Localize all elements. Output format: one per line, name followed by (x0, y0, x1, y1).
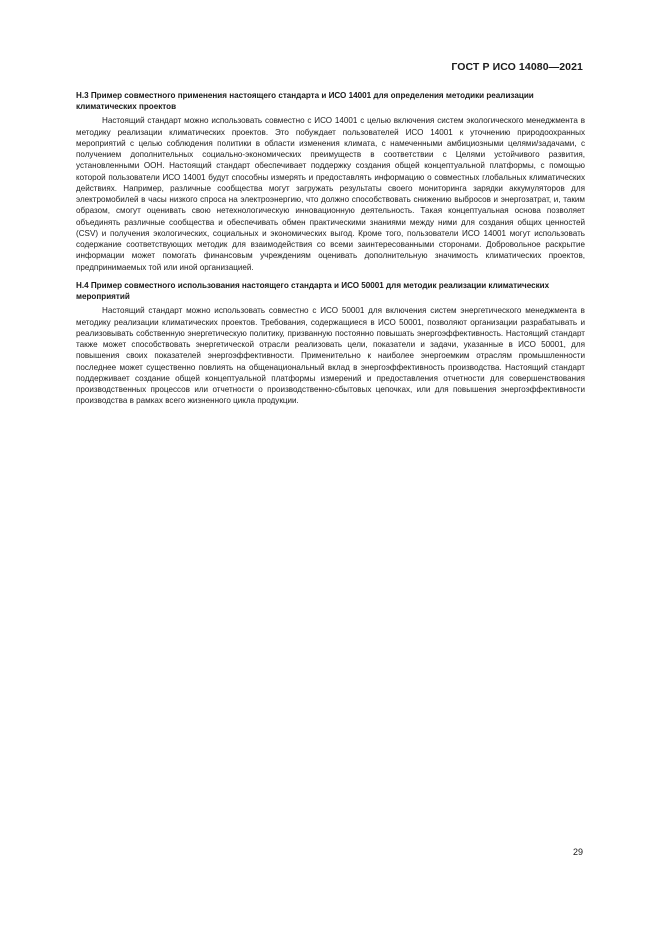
section-heading: Н.4 Пример совместного использования настоящего стандарта и ИСО 50001 для методик реализации климатических мероприятий (76, 280, 550, 302)
document-standard-code: ГОСТ Р ИСО 14080—2021 (451, 61, 583, 73)
section-paragraph: Настоящий стандарт можно использовать совместно с ИСО 14001 с целью включения систем экологического менеджмента в методику реализации климатических проектов. Это побуждает пользователей ИСО 14001 к уточнению природоохранных мероприятий с целью соблюдения политики в области изменения климата, с намеченными амбициозными целями/задачами, с получением дополнительных социально-экономических преимуществ в соответствии с Целями устойчивого развития, установленными ООН. Настоящий стандарт обеспечивает поддержку создания общей концептуальной платформы, с помощью которой пользователи ИСО 14001 будут способны измерять и предоставлять информацию о совместных глобальных климатических действиях. Например, различные сообщества могут загружать результаты своего мониторинга зарядки аккумуляторов для электромобилей в часы низкого спроса на электроэнергию, что должно способствовать снижению выбросов и энергозатрат, и, таким образом, смогут оценивать свою нетехнологическую инновационную деятельность. Такая концептуальная основа позволяет объединять различные сообщества и обеспечивать обмен практическими знаниями между ними для создания общих ценностей (CSV) и получения экологических, социальных и экономических выгод. Кроме того, пользователи ИСО 14001 могут использовать содержание соответствующих методик для взаимодействия со всеми заинтересованными сторонами. Добровольное раскрытие информации может помогать финансовым учреждениям оценивать дополнительную значимость климатических проектов, предпринимаемых той или иной организацией. (76, 116, 585, 272)
section-h4 (76, 280, 585, 407)
document-body (76, 90, 585, 414)
section-h3 (76, 90, 585, 273)
section-paragraph: Настоящий стандарт можно использовать совместно с ИСО 50001 для включения систем энергетического менеджмента в методику реализации климатических проектов. Требования, содержащиеся в ИСО 50001, позволяют организации разрабатывать и реализовывать собственную энергетическую политику, призванную постоянно повышать энергоэффективность. Настоящий стандарт также может способствовать энергетической отрасли реализовать цели, показатели и задачи, указанные в ИСО 50001, для повышения своих показателей энергоэффективности. Применительно к наиболее энергоемким отраслям промышленности последнее может существенно повлиять на общенациональный вклад в энергоэффективность производства. Настоящий стандарт поддерживает создание общей концептуальной платформы измерений и предоставления отчетности для совершенствования производственных процессов или отчетности о производственно-сбытовых цепочках, или для повышения энергоэффективности производства в рамках всего жизненного цикла продукции. (76, 306, 585, 406)
page-number: 29 (572, 847, 583, 857)
section-heading: Н.3 Пример совместного применения настоящего стандарта и ИСО 14001 для определения методики реализации климатических проектов (76, 91, 534, 112)
